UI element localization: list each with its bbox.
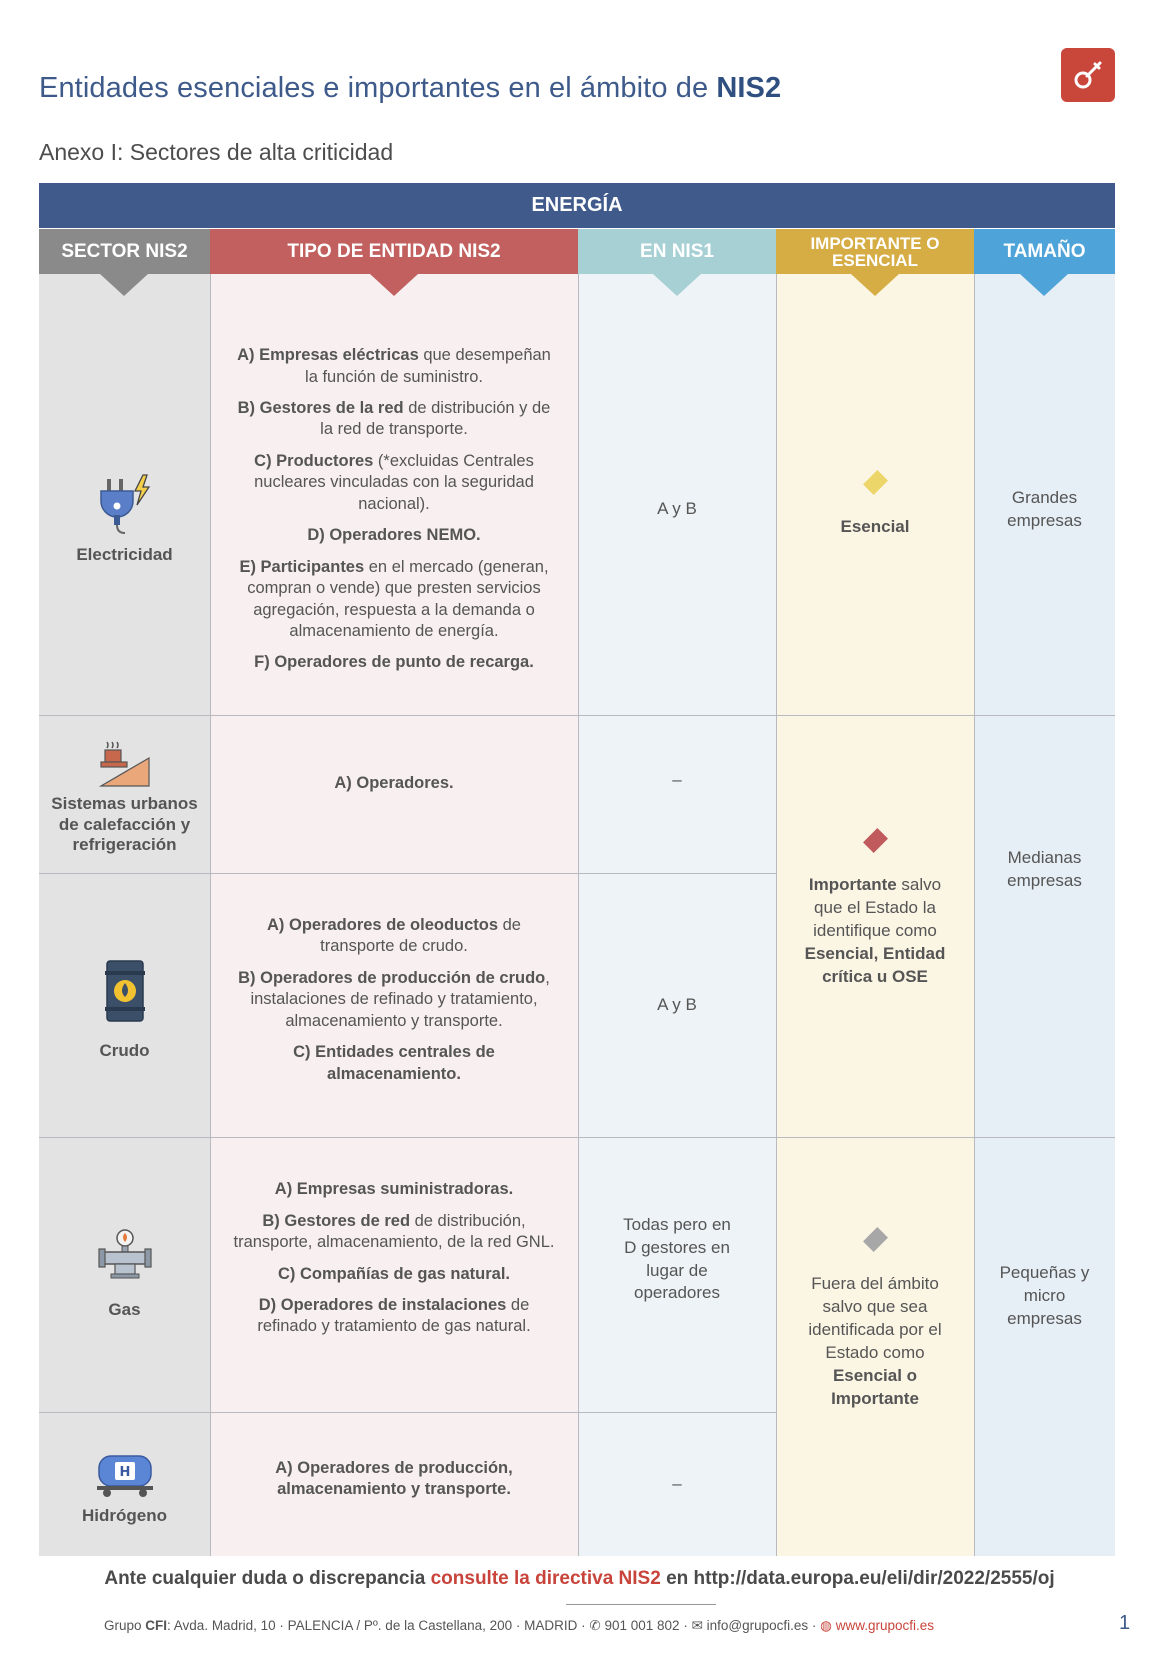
globe-icon: ◍ bbox=[820, 1618, 832, 1633]
phone-number[interactable]: 901 001 802 bbox=[604, 1618, 680, 1633]
size-grandes: Grandes empresas bbox=[1007, 487, 1082, 530]
entity-item: D) Operadores de instalaciones de refinado y tratamiento de gas natural. bbox=[257, 1295, 531, 1336]
entity-item: F) Operadores de punto de recarga. bbox=[254, 653, 534, 672]
page-title: Entidades esenciales e importantes en el ámbito de NIS2 bbox=[39, 72, 782, 104]
entity-item: B) Gestores de la red de distribución y de la red de transporte. bbox=[237, 399, 551, 439]
entity-item: B) Gestores de red de distribución, transporte, almacenamiento, de la red GNL. bbox=[233, 1211, 555, 1252]
entity-item: A) Operadores de producción, almacenamiento y transporte. bbox=[275, 1458, 513, 1498]
sector-calefaccion bbox=[39, 715, 210, 873]
sector-label: Hidrógeno bbox=[82, 1505, 167, 1525]
nis1-hidrogeno: – bbox=[672, 1473, 682, 1493]
entity-item: C) Entidades centrales de almacenamiento. bbox=[293, 1043, 495, 1083]
email-link[interactable]: info@grupocfi.es bbox=[706, 1618, 809, 1633]
sector-label: Electricidad bbox=[76, 545, 173, 565]
nis1-gas: Todas pero en D gestores en lugar de operadores bbox=[623, 1214, 731, 1303]
header-sector: SECTOR NIS2 bbox=[39, 229, 210, 274]
header-importance: IMPORTANTE O ESENCIAL bbox=[776, 229, 974, 274]
sector-electricidad bbox=[39, 274, 210, 715]
header-entity-type: TIPO DE ENTIDAD NIS2 bbox=[210, 229, 578, 274]
entity-item: B) Operadores de producción de crudo, instalaciones de refinado y tratamiento, almacenamiento y transporte. bbox=[238, 968, 550, 1030]
heating-building-icon bbox=[97, 740, 153, 788]
sector-hidrogeno bbox=[39, 1412, 210, 1556]
header-size: TAMAÑO bbox=[974, 229, 1115, 274]
nis1-electricidad: A y B bbox=[657, 499, 697, 519]
page-subtitle: Anexo I: Sectores de alta criticidad bbox=[39, 139, 394, 165]
size-medianas: Medianas empresas bbox=[1007, 848, 1082, 890]
nis1-calefaccion: – bbox=[672, 769, 682, 789]
header-nis1: EN NIS1 bbox=[578, 229, 776, 274]
footer-divider bbox=[566, 1604, 716, 1605]
importance-importante: Importante salvo que el Estado la identifique como Esencial, Entidad crítica u OSE bbox=[776, 715, 974, 1137]
esencial-diamond-icon bbox=[863, 470, 888, 495]
fuera-diamond-icon bbox=[863, 1227, 888, 1252]
oil-barrel-icon bbox=[103, 959, 147, 1023]
entity-item: A) Operadores de oleoductos de transporte de crudo. bbox=[267, 915, 521, 956]
mail-icon: ✉ bbox=[691, 1618, 703, 1633]
directive-link[interactable]: consulte la directiva NIS2 bbox=[430, 1568, 661, 1589]
entity-list-gas bbox=[210, 1137, 578, 1412]
importance-esencial bbox=[776, 274, 974, 715]
grupocfi-logo bbox=[1061, 48, 1115, 102]
entity-list-crudo bbox=[210, 873, 578, 1137]
page-number: 1 bbox=[1119, 1612, 1131, 1634]
sector-crudo bbox=[39, 873, 210, 1137]
gas-pipe-icon bbox=[97, 1228, 153, 1280]
phone-icon: ✆ bbox=[589, 1618, 601, 1633]
footer-note: Ante cualquier duda o discrepancia consulte la directiva NIS2 en http://data.europa.eu/eli/dir/2022/2555/oj bbox=[104, 1568, 1055, 1589]
entity-item: C) Compañías de gas natural. bbox=[278, 1264, 510, 1283]
sector-banner: ENERGÍA bbox=[39, 183, 1115, 228]
electric-plug-icon bbox=[95, 473, 155, 535]
entity-item: C) Productores (*excluidas Centrales nucleares vinculadas con la seguridad nacional). bbox=[254, 451, 534, 513]
guitar-icon bbox=[1071, 58, 1105, 92]
importance-label: Esencial bbox=[840, 516, 910, 536]
importance-fuera: Fuera del ámbito salvo que sea identificada por el Estado como Esencial o Importante bbox=[776, 1137, 974, 1556]
size-pequenas: Pequeñas y micro empresas bbox=[999, 1263, 1090, 1328]
entity-list-electricidad bbox=[210, 274, 578, 715]
nis1-crudo: A y B bbox=[657, 994, 697, 1014]
importante-diamond-icon bbox=[863, 828, 888, 853]
entity-item: A) Operadores. bbox=[334, 774, 454, 793]
entity-list-hidrogeno bbox=[210, 1412, 578, 1556]
sector-label: Sistemas urbanos de calefacción y refrigeración bbox=[51, 794, 198, 855]
sector-label: Gas bbox=[108, 1300, 141, 1320]
entity-item: D) Operadores NEMO. bbox=[307, 526, 481, 545]
hydrogen-tank-icon bbox=[95, 1452, 155, 1498]
svg-text:H: H bbox=[119, 1464, 130, 1480]
entity-list-calefaccion bbox=[210, 715, 578, 873]
website-link[interactable]: www.grupocfi.es bbox=[835, 1618, 934, 1633]
sector-gas bbox=[39, 1137, 210, 1412]
footer-address: Grupo CFI: Avda. Madrid, 10 · PALENCIA / Pº. de la Castellana, 200 · MADRID · ✆ 901 001 802 · ✉ info@grupocfi.es · ◍ www.grupocfi.es bbox=[104, 1618, 934, 1633]
entity-item: A) Empresas eléctricas que desempeñan la función de suministro. bbox=[237, 346, 551, 386]
sector-label: Crudo bbox=[99, 1040, 150, 1060]
entity-item: E) Participantes en el mercado (generan, compran o vende) que presten servicios agregación, respuesta a la demanda o almacenamiento de energía. bbox=[239, 557, 549, 640]
entity-item: A) Empresas suministradoras. bbox=[274, 1180, 514, 1199]
